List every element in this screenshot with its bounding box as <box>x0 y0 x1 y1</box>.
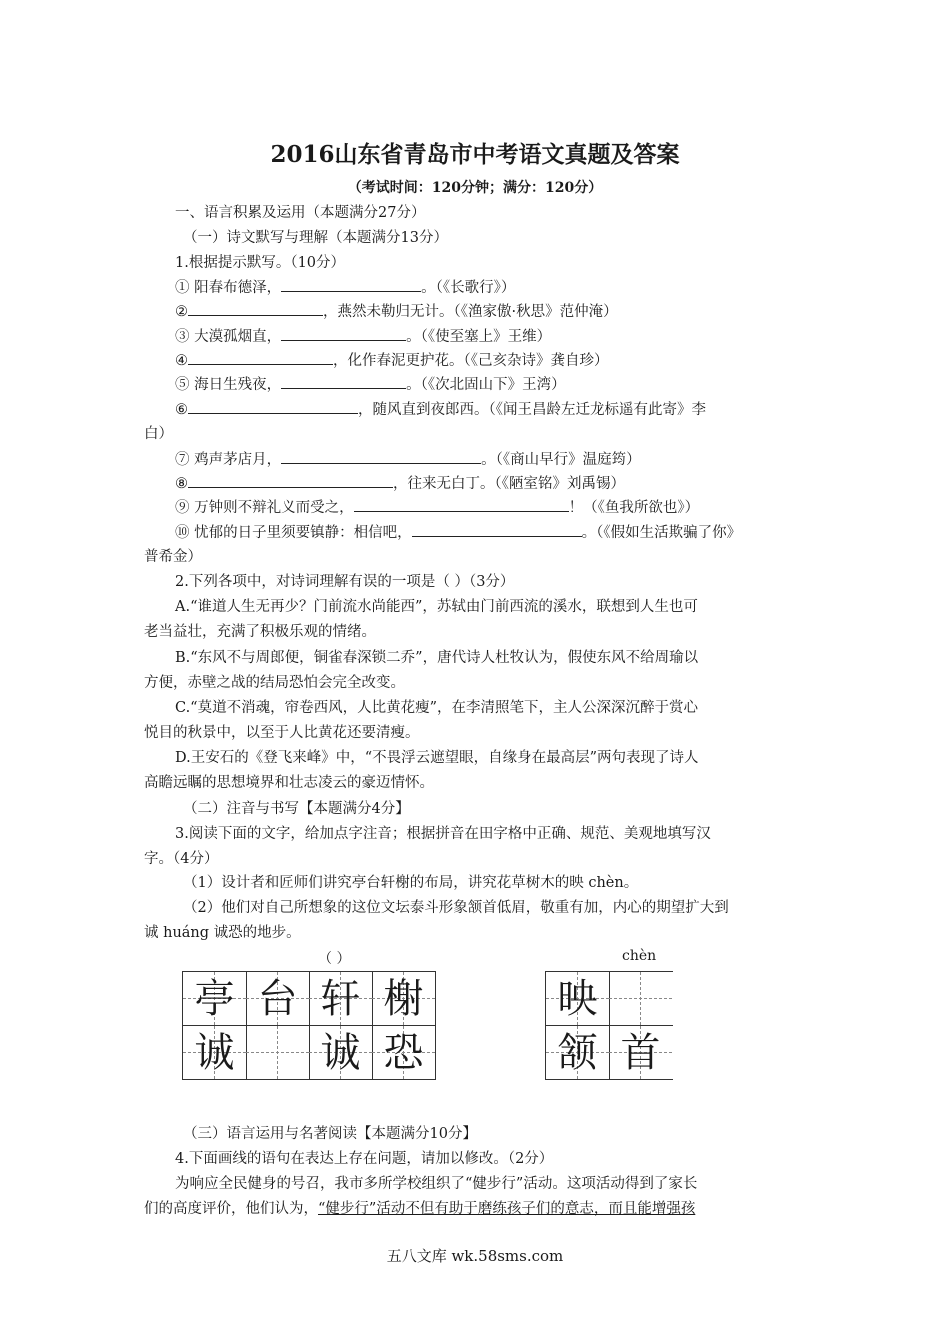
option-a: A.“谁道人生无再少？门前流水尚能西”，苏轼由门前西流的溪水，联想到人生也可 <box>175 599 698 615</box>
subsection-heading: （一）诗文默写与理解（本题满分13分） <box>183 230 448 246</box>
fill-item-3: ③ 大漠孤烟直， 。（《使至塞上》王维） <box>175 326 551 347</box>
pinyin-answer-blank: （ ） <box>318 951 351 967</box>
option-d-cont: 高瞻远瞩的思想境界和壮志凌云的豪迈情怀。 <box>144 775 434 791</box>
fill-item-8: ⑧ ，往来无白丁。（《陋室铭》刘禹锡） <box>175 473 625 494</box>
grid-char: 恐 <box>383 1030 424 1076</box>
question-3-part-1: （1）设计者和匠师们讲究亭台轩榭的布局，讲究花草树木的映 chèn。 <box>183 875 639 891</box>
footer-watermark: 五八文库 wk.58sms.com <box>386 1247 564 1265</box>
grid-char: 轩 <box>320 976 361 1022</box>
question-3-part-2: （2）他们对自己所想象的这位文坛泰斗形象颔首低眉，敬重有加，内心的期望扩大到 <box>183 900 729 916</box>
fill-item-10-cont: 普希金） <box>144 549 202 565</box>
option-b: B.“东风不与周郎便，铜雀春深锁二乔”，唐代诗人杜牧认为，假使东风不给周瑜以 <box>175 650 699 666</box>
question-3-cont: 字。（4分） <box>144 851 219 867</box>
grid-char: 台 <box>257 976 298 1022</box>
fill-item-6: ⑥ ，随风直到夜郎西。（《闻王昌龄左迁龙标遥有此寄》李 <box>175 399 706 420</box>
fill-item-4: ④ ，化作春泥更护花。（《己亥杂诗》龚自珍） <box>175 350 609 371</box>
option-c: C.“莫道不消魂，帘卷西风，人比黄花瘦”，在李清照笔下，主人公深深沉醉于赏心 <box>175 700 699 716</box>
page-title: 2016山东省青岛市中考语文真题及答案 <box>270 141 680 168</box>
question-4-passage-cont: 们的高度评价，他们认为，“健步行”活动不但有助于磨练孩子们的意志，而且能增强孩 <box>144 1201 696 1217</box>
fill-item-10: ⑩ 忧郁的日子里须要镇静：相信吧， 。（《假如生活欺骗了你》 <box>175 522 741 543</box>
fill-item-9: ⑨ 万钟则不辩礼义而受之， ！（《鱼我所欲也》） <box>175 497 699 518</box>
grid-char: 榭 <box>383 976 424 1022</box>
fill-item-6-cont: 白） <box>144 426 173 442</box>
tianzige-grid-right <box>545 971 673 1080</box>
fill-item-2: ② ，燕然未勒归无计。（《渔家傲·秋思》范仲淹） <box>175 301 618 322</box>
grid-char: 诚 <box>194 1030 235 1076</box>
underlined-sentence: “健步行”活动不但有助于磨练孩子们的意志，而且能增强孩 <box>318 1201 696 1217</box>
section-heading: 一、语言积累及运用（本题满分27分） <box>175 205 426 221</box>
option-b-cont: 方便，赤壁之战的结局恐怕会完全改变。 <box>144 675 405 691</box>
option-a-cont: 老当益壮，充满了积极乐观的情绪。 <box>144 624 376 640</box>
grid-char: 亭 <box>194 976 235 1022</box>
exam-info: （考试时间：120分钟；满分：120分） <box>347 180 603 196</box>
question-4: 4.下面画线的语句在表达上存在问题，请加以修改。（2分） <box>175 1151 554 1167</box>
grid-char: 映 <box>557 976 598 1022</box>
grid-char: 首 <box>620 1030 661 1076</box>
grid-char: 颔 <box>557 1030 598 1076</box>
option-d: D.王安石的《登飞来峰》中，“不畏浮云遮望眼，自缘身在最高层”两句表现了诗人 <box>175 750 699 766</box>
fill-item-7: ⑦ 鸡声茅店月， 。（《商山早行》温庭筠） <box>175 449 641 470</box>
question-3-part-2-cont: 诚 huáng 诚恐的地步。 <box>144 925 301 941</box>
fill-item-1: ① 阳春布德泽， 。（《长歌行》） <box>175 277 515 298</box>
subsection-heading-2: （二）注音与书写【本题满分4分】 <box>183 801 410 817</box>
tianzige-grid-left <box>182 971 436 1080</box>
pinyin-label: chèn <box>622 948 657 964</box>
subsection-heading-3: （三）语言运用与名著阅读【本题满分10分】 <box>183 1126 477 1142</box>
question-2: 2.下列各项中，对诗词理解有误的一项是（ ）（3分） <box>175 574 515 590</box>
fill-item-5: ⑤ 海日生残夜， 。（《次北固山下》王湾） <box>175 374 566 395</box>
question-4-passage: 为响应全民健身的号召，我市多所学校组织了“健步行”活动。这项活动得到了家长 <box>175 1176 698 1192</box>
question-1: 1.根据提示默写。（10分） <box>175 255 346 271</box>
question-3: 3.阅读下面的文字，给加点字注音；根据拼音在田字格中正确、规范、美观地填写汉 <box>175 826 711 842</box>
option-c-cont: 悦目的秋景中，以至于人比黄花还要清瘦。 <box>144 725 420 741</box>
grid-char: 诚 <box>320 1030 361 1076</box>
